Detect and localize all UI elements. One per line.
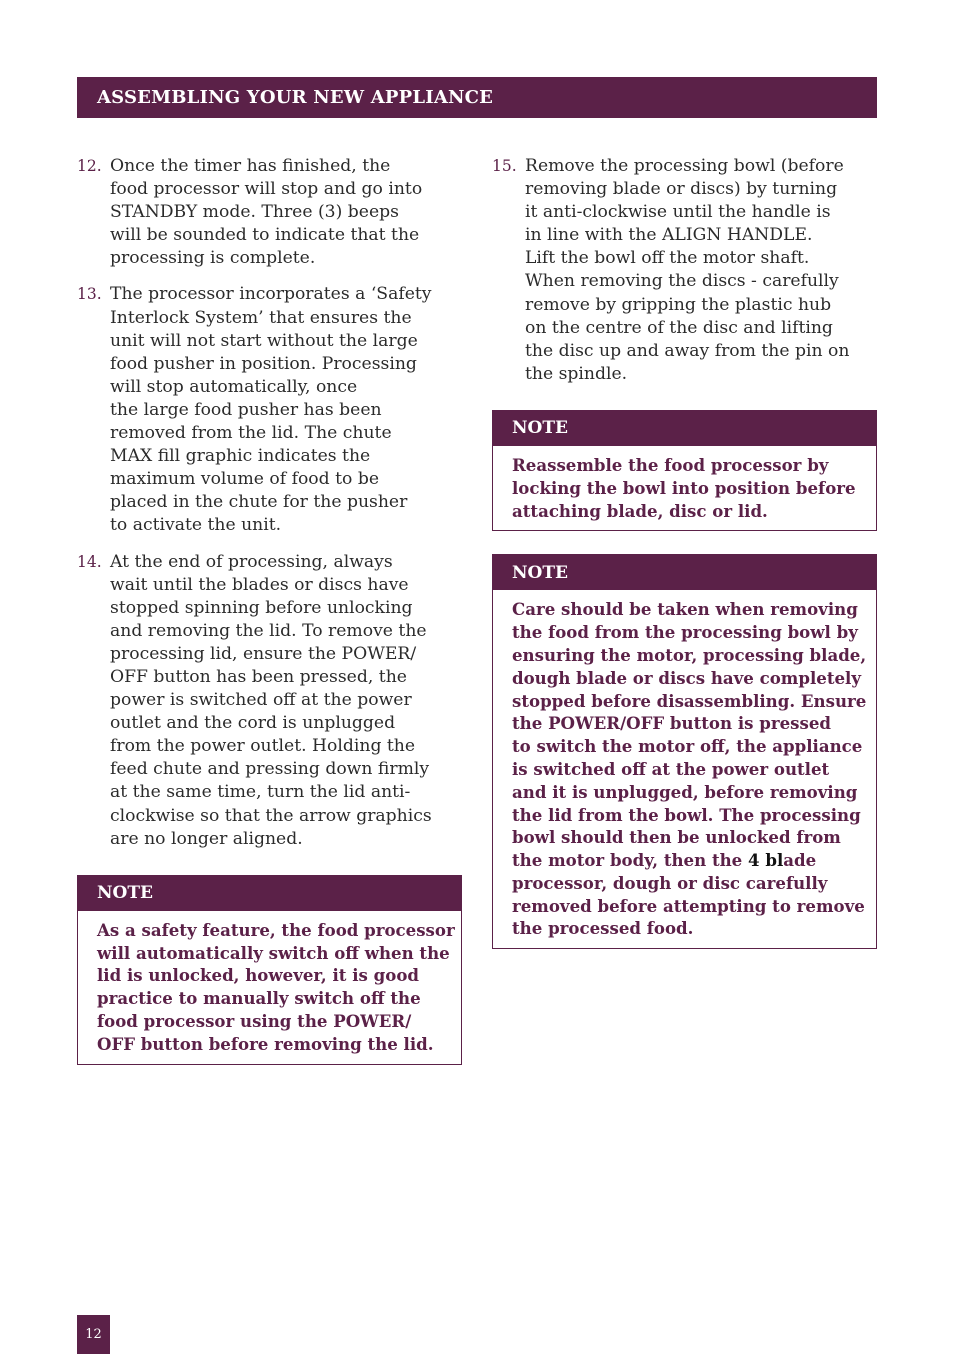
item-text: Once the timer has finished, the food processor will stop and go into STANDBY mode. Three (3) beeps will be sounded to indicate that the processing is complete. (110, 156, 423, 269)
item-text: The processor incorporates a ‘Safety Interlock System’ that ensures the unit will not start without the large food pusher in position. Processing will stop automatically, once the large food pusher has been removed from the lid. The chute MAX fill graphic indicates the maximum volume of food to be placed in the chute for the pusher to activate the unit. (110, 284, 432, 536)
note-text-highlight: 4 bl (748, 850, 784, 871)
note-title: NOTE (512, 562, 568, 583)
item-text: At the end of processing, always wait until the blades or discs have stopped spinning before unlocking and removing the lid. To remove the processing lid, ensure the POWER/ OFF button has been pressed, the power is switched off at the power outlet and the cord is unplugged from the power outlet. Holding the feed chute and pressing down firmly at the same time, turn the lid anti- clockwise so that the arrow graphics are no longer aligned. (110, 551, 432, 849)
note-text: As a safety feature, the food processor will automatically switch off when the lid is unlocked, however, it is good practice to manually switch off the food processor using the POWER/ OFF button before removing the lid. (97, 919, 455, 1054)
list-item-15 (492, 155, 877, 386)
right-column (492, 155, 877, 949)
list-item-14 (77, 551, 462, 851)
list-item-12 (77, 155, 462, 270)
item-number: 15. (492, 157, 517, 175)
item-number: 14. (77, 552, 102, 571)
note-header (493, 411, 876, 446)
note-text-part: ade processor, dough or disc carefully removed before attempting to remove the processed food. (512, 850, 865, 939)
section-title: ASSEMBLING YOUR NEW APPLIANCE (97, 87, 494, 108)
item-number: 12. (77, 157, 102, 175)
note-title: NOTE (97, 883, 153, 904)
section-header (77, 77, 877, 118)
item-number: 13. (77, 285, 102, 304)
note-text-part: Care should be taken when removing the food from the processing bowl by ensuring the motor, processing blade, dough blade or discs have completely stopped before disassembling. Ensure the POWER/OFF button is pressed to switch the motor off, the appliance is switched off at the power outlet and it is unplugged, before removing the lid from the bowl. The processing bowl should then be unlocked from the motor body, then the (512, 599, 867, 871)
note-box-removing-food (492, 554, 877, 949)
note-text: Reassemble the food processor by locking the bowl into position before attaching blade, disc or lid. (512, 454, 856, 521)
note-box-safety (77, 875, 462, 1065)
note-header (493, 555, 876, 590)
note-title: NOTE (512, 418, 568, 439)
page-number: 12 (77, 1315, 110, 1354)
note-box-reassemble (492, 410, 877, 531)
note-text (493, 590, 876, 948)
item-text: Remove the processing bowl (before removing blade or discs) by turning it anti-clockwise until the handle is in line with the ALIGN HANDLE. Lift the bowl off the motor shaft. When removing the discs - carefully remove by gripping the plastic hub on the centre of the disc and lifting the disc up and away from the pin on the spindle. (525, 156, 850, 384)
note-header (78, 876, 461, 911)
list-item-13 (77, 283, 462, 537)
left-column (77, 155, 462, 1065)
